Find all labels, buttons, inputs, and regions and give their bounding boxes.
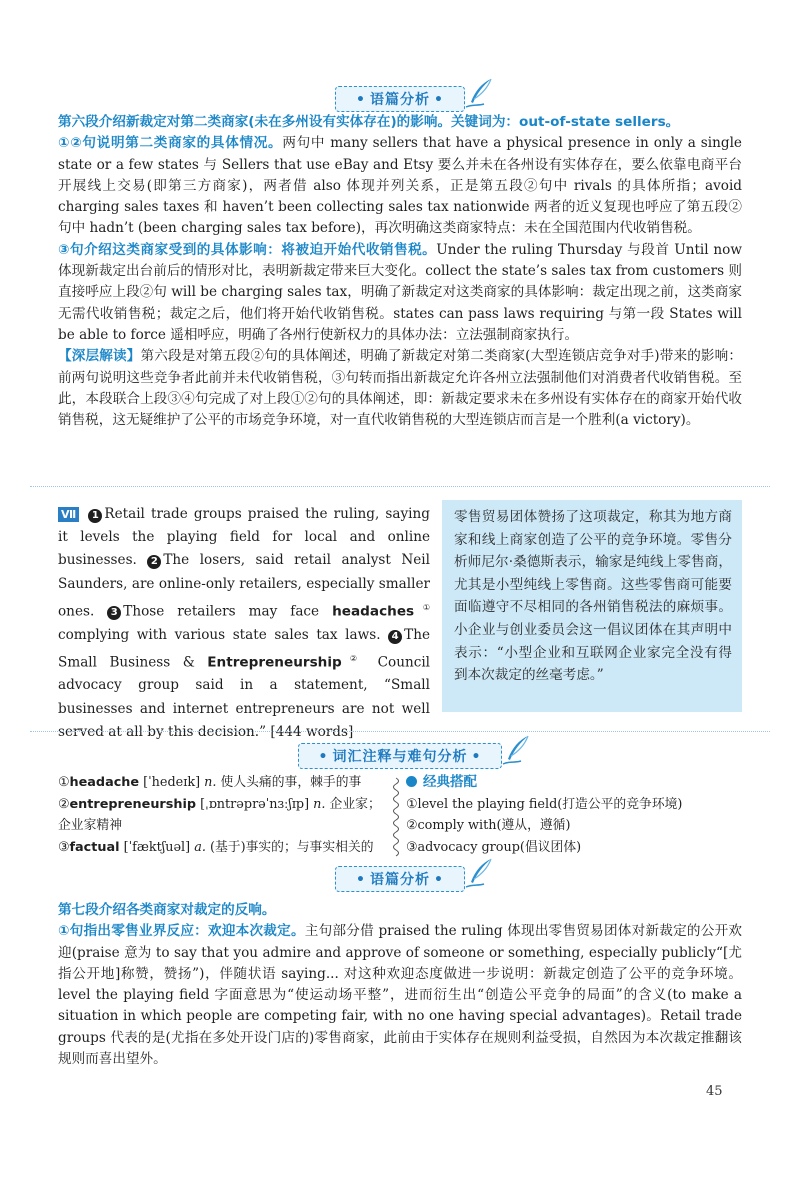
vocab-word: headache [69,775,140,790]
vocab-list [58,772,388,858]
para6-point1-body: 两句中 many sellers that have a physical presence in only a single state or a few states 与 Sellers that use eBay and Etsy 要么并未在各州设有实体存在，要么依靠电商平台开展线上交易(即第三方商家)，两者借 also 体现并列关系，正是第五段②句中 rivals 的具体所指；avoid charging sales taxes 和 haven’t been collecting sales tax nationwide 两者的近义复现也呼应了第五段②句中 hadn’t (been charging sales tax before)，再次明确这类商家特点：未在全国范围内代收销售税。 [58,135,742,237]
para7-analysis [58,900,742,1070]
sentence-3a: Those retailers may face [123,603,320,620]
para6-analysis [58,112,742,431]
quill-icon [464,77,494,109]
section-title-box: • 词汇注释与难句分析 • [298,743,503,769]
section-title-box: • 语篇分析 • [335,866,465,892]
sentence-num-4: 4 [388,630,402,644]
para7-point1-head: ①句指出零售业界反应：欢迎本次裁定。 [58,923,305,940]
para7-intro: 第七段介绍各类商家对裁定的反响。 [58,902,276,918]
translation-text: 零售贸易团体赞扬了这项裁定，称其为地方商家和线上商家创造了公平的竞争环境。零售分析师尼尔·桑德斯表示，输家是纯线上零售商，尤其是小型纯线上零售商。这些零售商可能要面临遵守不尽相同的各州销售税法的麻烦事。小企业与创业委员会这一倡议团体在其声明中表示：“小型企业和互联网企业家完全没有得到本次裁定的丝毫考虑。” [454,509,732,684]
section-title: 词汇注释与难句分析 [332,749,468,765]
section-head-analysis-1 [0,82,800,112]
vocab-item: ③factual [ˈfæktʃuəl] a. (基于)事实的；与事实相关的 [58,839,374,855]
translation-box [442,500,742,712]
sentence-num-2: 2 [147,555,161,569]
paragraph-number-badge: Ⅶ [58,507,79,522]
sentence-4b: Council advocacy group said in a statement, “Small businesses and internet entrepreneurs are not well served at all by this decision.” [444 words] [58,654,431,740]
footnote-1: ① [414,602,430,612]
vocab-item: ②entrepreneurship [ˌɒntrəprəˈnɜːʃɪp] n. 企业家；企业家精神 [58,796,381,834]
vocab-word: factual [69,839,120,855]
section-title: 语篇分析 [370,92,430,108]
vocab-item: ①headache [ˈhedeɪk] n. 使人头痛的事，棘手的事 [58,775,362,790]
keyword-entrepreneurship: Entrepreneurship [207,654,342,671]
quill-icon [464,857,494,889]
vocab-word: entrepreneurship [69,796,197,812]
sentence-1: Retail trade groups praised the ruling, saying it levels the playing field for local and online businesses. [58,506,430,569]
deep-reading-label: 【深层解读】 [58,348,141,365]
sentence-num-3: 3 [107,606,121,620]
para7-point1-body: 主句部分借 praised the ruling 体现出零售贸易团体对新裁定的公开欢迎(praise 意为 to say that you admire and approve of someone or something, especially publicly“[尤指公开地]称赞，赞扬”)，伴随状语 saying... 对这种欢迎态度做进一步说明：新裁定创造了公平的竞争环境。level the playing field 字面意思为“使运动场平整”，进而衍生出“创造公平竞争的局面”的含义(to make a situation in which people are competing fair, with no one having special advantages)。Retail trade groups 代表的是(尤指在多处开设门店的)零售商家，此前由于实体存在规则利益受损，自然因为本次裁定推翻该规则而喜出望外。 [58,923,742,1068]
sentence-2: The losers, said retail analyst Neil Saunders, are online-only retailers, especially smaller ones. [58,552,430,620]
para6-point2-head: ③句介绍这类商家受到的具体影响：将被迫开始代收销售税。 [58,241,437,258]
para6-intro: 第六段介绍新裁定对第二类商家(未在多州设有实体存在)的影响。关键词为：out-of-state sellers。 [58,114,680,130]
para6-point2-body: Under the ruling Thursday 与段首 Until now 体现新裁定出台前后的情形对比，表明新裁定带来巨大变化。collect the state’s sales tax from customers 则直接呼应上段②句 will be charging sales tax，明确了新裁定对这类商家的具体影响：裁定出现之前，这类商家无需代收销售税；裁定之后，他们将开始代收销售税。states can pass laws requiring 与第一段 States will be able to force 遥相呼应，明确了各州行使新权力的具体办法：立法强制商家执行。 [58,241,742,343]
bullet-icon [406,776,417,787]
passage-paragraph-7 [58,503,430,744]
sentence-4a: The Small Business & [58,626,430,671]
section-head-analysis-2 [0,862,800,892]
quill-icon [501,734,531,766]
section-head-vocab [0,739,800,769]
para6-point1-head: ①②句说明第二类商家的具体情况。 [58,135,283,152]
sentence-num-1: 1 [88,509,102,523]
section-title-box: • 语篇分析 • [335,86,465,112]
collocation-list [406,772,746,858]
collocation-item: ②comply with(遵从，遵循) [406,818,571,834]
section-title: 语篇分析 [370,872,430,888]
divider [30,731,770,732]
collocation-item: ①level the playing field(打造公平的竞争环境) [406,796,683,812]
deep-reading-body: 第六段是对第五段②句的具体阐述，明确了新裁定对第二类商家(大型连锁店竞争对手)带来的影响：前两句说明这些竞争者此前并未代收销售税，③句转而指出新裁定允许各州立法强制他们对消费者代收销售税。至此，本段联合上段③④句完成了对上段①②句的具体阐述，即：新裁定要求未在多州设有实体存在的商家开始代收销售税，这无疑维护了公平的市场竞争环境，对一直代收销售税的大型连锁店而言是一个胜利(a victory)。 [58,348,743,429]
footnote-2: ② [341,653,366,663]
collocation-item: ③advocacy group(倡议团体) [406,839,582,855]
collocation-title: 经典搭配 [423,774,477,790]
page-number: 45 [706,1084,723,1099]
sentence-3b: complying with various state sales tax laws. [58,626,381,643]
divider [30,486,770,487]
binding-spiral-divider [389,776,403,858]
keyword-headaches: headaches [332,603,415,620]
